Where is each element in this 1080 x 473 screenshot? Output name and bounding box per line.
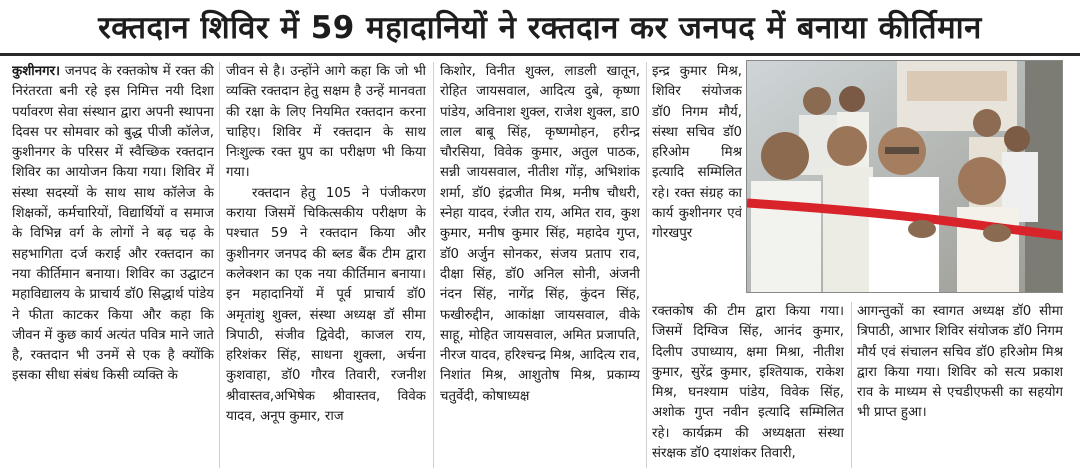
headline: रक्तदान शिविर में 59 महादानियों ने रक्तदान कर जनपद में बनाया कीर्तिमान [0,0,1080,56]
column-3-text: किशोर, विनीत शुक्ल, लाडली खातून, रोहित जायसवाल, आदित्य दुबे, कृष्णा पांडेय, अविनाश शुक्ल, राजेश शुक्ल, डा0 लाल बाबू सिंह, कृष्णमोहन, हरीन्द्र चौरसिया, विवेक कुमार, अतुल पाठक, सन्नी जायसवाल, नीतीश गोंड़, अभिशांक शर्मा, डॉ0 इंद्रजीत मिश्र, मनीष चौधरी, स्नेहा यादव, रंजीत राय, अमित राव, कुश कुमार, मनीष कुमार सिंह, महादेव गुप्त, डॉ0 अर्जुन सोनकर, संजय प्रताप राव, दीक्षा सिंह, डॉ0 अनिल सोनी, अंजनी नंदन सिंह, नागेंद्र सिंह, कुंदन सिंह, फखीरुद्दीन, आकांक्षा जायसवाल, वीके साहू, मोहित जायसवाल, अमित प्रजापति, नीरज यादव, हरिश्चन्द्र मिश्र, आदित्य राव, निशांत मिश्र, आशुतोष मिश्र, प्रकाम्य चतुर्वेदी, कोषाध्यक्ष [440,64,640,404]
column-2-para-1: जीवन से है। उन्होंने आगे कहा कि जो भी व्यक्ति रक्तदान हेतु सक्षम है उन्हें मानवता की रक्षा के लिए नियमित रक्तदान करना चाहिए। शिविर में रक्तदान के साथ निःशुल्क रक्त ग्रुप का परीक्षण भी किया गया। [226,64,426,181]
ribbon-cutting-photo [746,60,1063,293]
column-divider [646,62,647,468]
column-4 [652,62,742,302]
column-4-continued [652,302,844,472]
column-2-para-2: रक्तदान हेतु 105 ने पंजीकरण कराया जिसमें चिकित्सकीय परीक्षण के पश्चात 59 ने रक्तदान किया और कुशीनगर जनपद की ब्लड बैंक टीम द्वारा कलेक्शन का एक नया कीर्तिमान बनाया। इन महादानियों में पूर्व प्राचार्य डॉ0 अमृतांशु शुक्ल, संस्था अध्यक्ष डॉ सीमा त्रिपाठी, संजीव द्विवेदी, काजल राय, हरिशंकर सिंह, साधना शुक्ला, अर्चना कुशवाहा, डॉ0 गौरव तिवारी, रजनीश श्रीवास्तव,अभिषेक श्रीवास्तव, विवेक यादव, अनूप कुमार, राज [226,185,426,425]
column-4-continued-text: रक्तकोष की टीम द्वारा किया गया। जिसमें दिग्विज सिंह, आनंद कुमार, दिलीप उपाध्याय, क्षमा मिश्रा, नीतीश कुमार, सुरेंद्र कुमार, इश्तियाक, राकेश मिश्र, घनश्याम पांडेय, विवेक सिंह, अशोक गुप्त नवीन इत्यादि सम्मिलित रहे। कार्यक्रम की अध्यक्षता संस्था संरक्षक डॉ0 दयाशंकर तिवारी, [652,304,844,462]
column-3 [440,62,640,472]
column-1 [12,62,214,472]
column-2 [226,62,426,472]
column-1-text: जनपद के रक्तकोष में रक्त की निरंतरता बनी रहे इस निमित्त नयी दिशा पर्यावरण सेवा संस्थान द्वारा अपनी स्थापना दिवस पर सोमवार को बुद्ध पीजी कॉलेज, कुशीनगर के परिसर में स्वैच्छिक रक्तदान शिविर का आयोजन किया गया। शिविर में संस्था सदस्यों के साथ साथ कॉलेज के शिक्षकों, कर्मचारियों, विद्यार्थियों व समाज के विभिन्न वर्ग के लोगों ने बढ़ चढ़ के सहभागिता दर्ज कराई और रक्तदान का नया कीर्तिमान बनाया। शिविर का उद्घाटन महाविद्यालय के प्राचार्य डॉ0 सिद्धार्थ पांडेय ने फीता काटकर किया और कहा कि जीवन में कुछ कार्य अत्यंत पवित्र माने जाते है, रक्तदान भी उनमें से एक है क्योंकि इसका सीधा संबंध किसी व्यक्ति के [12,64,214,384]
column-divider [433,62,434,468]
photo-illustration [747,61,1063,293]
column-divider [851,302,852,468]
column-4-text: इन्द्र कुमार मिश्र, शिविर संयोजक डॉ0 निगम मौर्य, संस्था सचिव डॉ0 हरिओम मिश्र इत्यादि सम्मिलित रहे। रक्त संग्रह का कार्य कुशीनगर एवं गोरखपुर [652,64,742,242]
column-5 [857,302,1063,472]
dateline: कुशीनगर। [12,64,61,79]
column-divider [219,62,220,468]
column-5-text: आगन्तुकों का स्वागत अध्यक्ष डॉ0 सीमा त्रिपाठी, आभार शिविर संयोजक डॉ0 निगम मौर्य एवं संचालन सचिव डॉ0 हरिओम मिश्र द्वारा किया गया। शिविर को सत्य प्रकाश राव के माध्यम से एचडीएफसी का सहयोग भी प्राप्त हुआ। [857,304,1063,421]
